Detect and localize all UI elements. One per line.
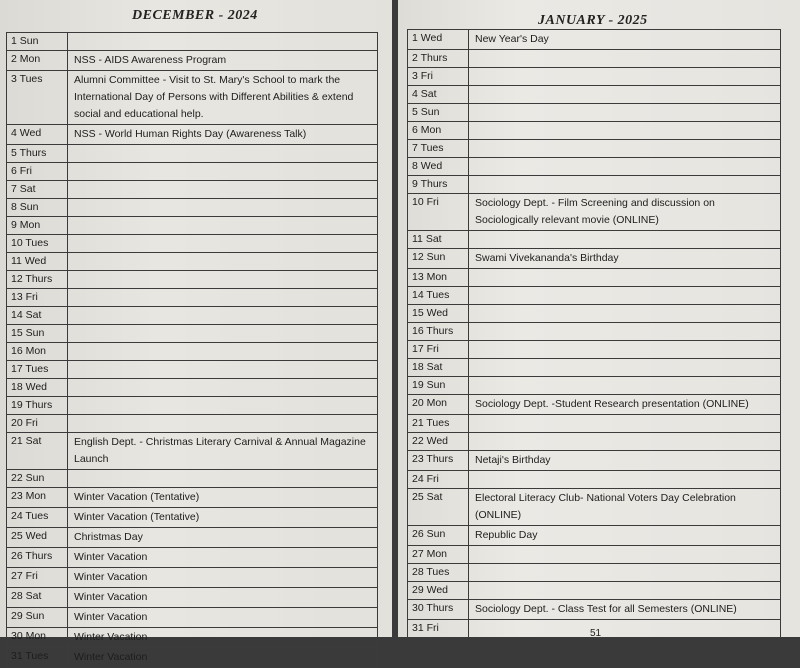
day-cell: 28 Tues	[408, 564, 469, 582]
calendar-row	[408, 546, 781, 564]
calendar-row	[7, 608, 378, 628]
calendar-row	[408, 176, 781, 194]
day-cell: 6 Fri	[7, 163, 68, 181]
day-cell: 25 Sat	[408, 489, 469, 526]
calendar-row	[408, 249, 781, 269]
calendar-row	[408, 341, 781, 359]
day-cell: 4 Wed	[7, 125, 68, 145]
event-cell: Winter Vacation	[68, 608, 378, 628]
event-cell	[469, 50, 781, 68]
day-cell: 10 Fri	[408, 194, 469, 231]
day-cell: 14 Sat	[7, 307, 68, 325]
calendar-row	[408, 68, 781, 86]
event-cell	[469, 231, 781, 249]
day-cell: 25 Wed	[7, 528, 68, 548]
event-cell: Swami Vivekananda's Birthday	[469, 249, 781, 269]
event-cell: Republic Day	[469, 526, 781, 546]
calendar-row	[7, 307, 378, 325]
event-cell: Electoral Literacy Club- National Voters Day Celebration (ONLINE)	[469, 489, 781, 526]
event-cell	[68, 271, 378, 289]
event-cell: Sociology Dept. -Student Research presentation (ONLINE)	[469, 395, 781, 415]
event-cell: Netaji's Birthday	[469, 451, 781, 471]
event-cell	[469, 546, 781, 564]
calendar-row	[408, 122, 781, 140]
day-cell: 2 Mon	[7, 51, 68, 71]
day-cell: 18 Wed	[7, 379, 68, 397]
event-cell	[68, 289, 378, 307]
calendar-row	[7, 343, 378, 361]
event-cell	[469, 68, 781, 86]
event-cell	[68, 145, 378, 163]
day-cell: 11 Sat	[408, 231, 469, 249]
day-cell: 9 Mon	[7, 217, 68, 235]
day-cell: 17 Tues	[7, 361, 68, 379]
event-cell: Sociology Dept. - Film Screening and discussion on Sociologically relevant movie (ONLINE)	[469, 194, 781, 231]
day-cell: 29 Sun	[7, 608, 68, 628]
day-cell: 30 Mon	[7, 628, 68, 648]
day-cell: 29 Wed	[408, 582, 469, 600]
day-cell: 1 Wed	[408, 30, 469, 50]
day-cell: 13 Mon	[408, 269, 469, 287]
event-cell	[68, 33, 378, 51]
event-cell	[469, 104, 781, 122]
december-title: DECEMBER - 2024	[132, 8, 258, 23]
january-page	[398, 0, 800, 637]
event-cell	[469, 323, 781, 341]
calendar-row	[7, 588, 378, 608]
event-cell: New Year's Day	[469, 30, 781, 50]
calendar-row	[7, 71, 378, 125]
day-cell: 31 Tues	[7, 648, 68, 668]
calendar-row	[408, 231, 781, 249]
calendar-row	[408, 564, 781, 582]
event-cell: Sociology Dept. - Class Test for all Semesters (ONLINE)	[469, 600, 781, 620]
event-cell	[68, 343, 378, 361]
event-cell: Winter Vacation	[68, 548, 378, 568]
event-cell: Winter Vacation	[68, 568, 378, 588]
calendar-row	[7, 199, 378, 217]
calendar-row	[408, 377, 781, 395]
calendar-row	[408, 600, 781, 620]
event-cell	[469, 433, 781, 451]
event-cell	[68, 470, 378, 488]
event-cell: Winter Vacation	[68, 628, 378, 648]
january-calendar-table	[407, 29, 781, 638]
event-cell: NSS - World Human Rights Day (Awareness Talk)	[68, 125, 378, 145]
page-number: 51	[590, 628, 602, 639]
calendar-row	[408, 433, 781, 451]
event-cell	[469, 341, 781, 359]
calendar-row	[408, 489, 781, 526]
event-cell: Winter Vacation (Tentative)	[68, 508, 378, 528]
day-cell: 7 Sat	[7, 181, 68, 199]
day-cell: 23 Mon	[7, 488, 68, 508]
day-cell: 24 Fri	[408, 471, 469, 489]
calendar-row	[7, 51, 378, 71]
december-calendar-table	[6, 32, 378, 668]
calendar-row	[408, 305, 781, 323]
event-cell	[68, 235, 378, 253]
day-cell: 18 Sat	[408, 359, 469, 377]
calendar-row	[408, 359, 781, 377]
event-cell	[68, 199, 378, 217]
december-page	[0, 0, 392, 663]
calendar-row	[7, 568, 378, 588]
calendar-row	[408, 158, 781, 176]
day-cell: 3 Tues	[7, 71, 68, 125]
calendar-row	[408, 86, 781, 104]
event-cell	[469, 377, 781, 395]
calendar-row	[7, 271, 378, 289]
day-cell: 16 Thurs	[408, 323, 469, 341]
calendar-row	[7, 628, 378, 648]
day-cell: 8 Wed	[408, 158, 469, 176]
day-cell: 13 Fri	[7, 289, 68, 307]
day-cell: 12 Thurs	[7, 271, 68, 289]
day-cell: 21 Sat	[7, 433, 68, 470]
event-cell	[469, 158, 781, 176]
event-cell	[68, 253, 378, 271]
calendar-row	[7, 253, 378, 271]
event-cell	[68, 415, 378, 433]
event-cell	[469, 471, 781, 489]
day-cell: 11 Wed	[7, 253, 68, 271]
calendar-row	[7, 181, 378, 199]
calendar-row	[408, 140, 781, 158]
calendar-row	[7, 397, 378, 415]
day-cell: 10 Tues	[7, 235, 68, 253]
day-cell: 28 Sat	[7, 588, 68, 608]
event-cell	[68, 397, 378, 415]
calendar-row	[408, 50, 781, 68]
calendar-row	[7, 33, 378, 51]
calendar-row	[7, 163, 378, 181]
calendar-row	[408, 451, 781, 471]
calendar-row	[408, 395, 781, 415]
day-cell: 16 Mon	[7, 343, 68, 361]
calendar-row	[7, 379, 378, 397]
event-cell	[469, 287, 781, 305]
calendar-row	[7, 145, 378, 163]
event-cell: Winter Vacation	[68, 588, 378, 608]
event-cell: English Dept. - Christmas Literary Carnival & Annual Magazine Launch	[68, 433, 378, 470]
event-cell	[469, 305, 781, 323]
calendar-row	[408, 269, 781, 287]
event-cell	[68, 307, 378, 325]
calendar-row	[7, 433, 378, 470]
day-cell: 9 Thurs	[408, 176, 469, 194]
event-cell	[469, 269, 781, 287]
day-cell: 1 Sun	[7, 33, 68, 51]
day-cell: 23 Thurs	[408, 451, 469, 471]
event-cell	[469, 582, 781, 600]
calendar-row	[7, 528, 378, 548]
day-cell: 12 Sun	[408, 249, 469, 269]
calendar-row	[408, 30, 781, 50]
day-cell: 6 Mon	[408, 122, 469, 140]
event-cell	[469, 86, 781, 104]
event-cell	[469, 359, 781, 377]
day-cell: 19 Thurs	[7, 397, 68, 415]
calendar-row	[7, 415, 378, 433]
day-cell: 8 Sun	[7, 199, 68, 217]
day-cell: 21 Tues	[408, 415, 469, 433]
calendar-row	[7, 361, 378, 379]
day-cell: 17 Fri	[408, 341, 469, 359]
event-cell	[469, 176, 781, 194]
day-cell: 7 Tues	[408, 140, 469, 158]
event-cell: Christmas Day	[68, 528, 378, 548]
calendar-row	[408, 323, 781, 341]
calendar-row	[408, 471, 781, 489]
calendar-row	[7, 125, 378, 145]
event-cell	[469, 564, 781, 582]
day-cell: 20 Mon	[408, 395, 469, 415]
day-cell: 15 Wed	[408, 305, 469, 323]
calendar-row	[7, 470, 378, 488]
calendar-row	[408, 415, 781, 433]
event-cell	[68, 181, 378, 199]
day-cell: 14 Tues	[408, 287, 469, 305]
event-cell	[469, 415, 781, 433]
event-cell	[469, 122, 781, 140]
day-cell: 27 Mon	[408, 546, 469, 564]
event-cell: Winter Vacation	[68, 648, 378, 668]
day-cell: 30 Thurs	[408, 600, 469, 620]
day-cell: 5 Sun	[408, 104, 469, 122]
day-cell: 26 Thurs	[7, 548, 68, 568]
calendar-row	[7, 548, 378, 568]
day-cell: 2 Thurs	[408, 50, 469, 68]
event-cell	[68, 361, 378, 379]
day-cell: 26 Sun	[408, 526, 469, 546]
calendar-row	[7, 289, 378, 307]
calendar-row	[408, 582, 781, 600]
day-cell: 20 Fri	[7, 415, 68, 433]
day-cell: 22 Sun	[7, 470, 68, 488]
event-cell: Alumni Committee - Visit to St. Mary's School to mark the International Day of Persons with Different Abilities & extend social and educational help.	[68, 71, 378, 125]
event-cell	[68, 379, 378, 397]
event-cell	[469, 620, 781, 638]
event-cell: NSS - AIDS Awareness Program	[68, 51, 378, 71]
calendar-row	[408, 526, 781, 546]
event-cell	[68, 325, 378, 343]
calendar-row	[7, 217, 378, 235]
calendar-row	[408, 104, 781, 122]
calendar-row	[408, 194, 781, 231]
day-cell: 3 Fri	[408, 68, 469, 86]
event-cell	[469, 140, 781, 158]
january-title: JANUARY - 2025	[538, 13, 648, 28]
day-cell: 27 Fri	[7, 568, 68, 588]
event-cell: Winter Vacation (Tentative)	[68, 488, 378, 508]
calendar-row	[7, 235, 378, 253]
calendar-row	[408, 287, 781, 305]
day-cell: 22 Wed	[408, 433, 469, 451]
day-cell: 4 Sat	[408, 86, 469, 104]
day-cell: 15 Sun	[7, 325, 68, 343]
day-cell: 5 Thurs	[7, 145, 68, 163]
calendar-row	[7, 648, 378, 668]
day-cell: 31 Fri	[408, 620, 469, 638]
day-cell: 24 Tues	[7, 508, 68, 528]
day-cell: 19 Sun	[408, 377, 469, 395]
calendar-row	[7, 488, 378, 508]
event-cell	[68, 217, 378, 235]
calendar-row	[7, 325, 378, 343]
calendar-row	[7, 508, 378, 528]
event-cell	[68, 163, 378, 181]
